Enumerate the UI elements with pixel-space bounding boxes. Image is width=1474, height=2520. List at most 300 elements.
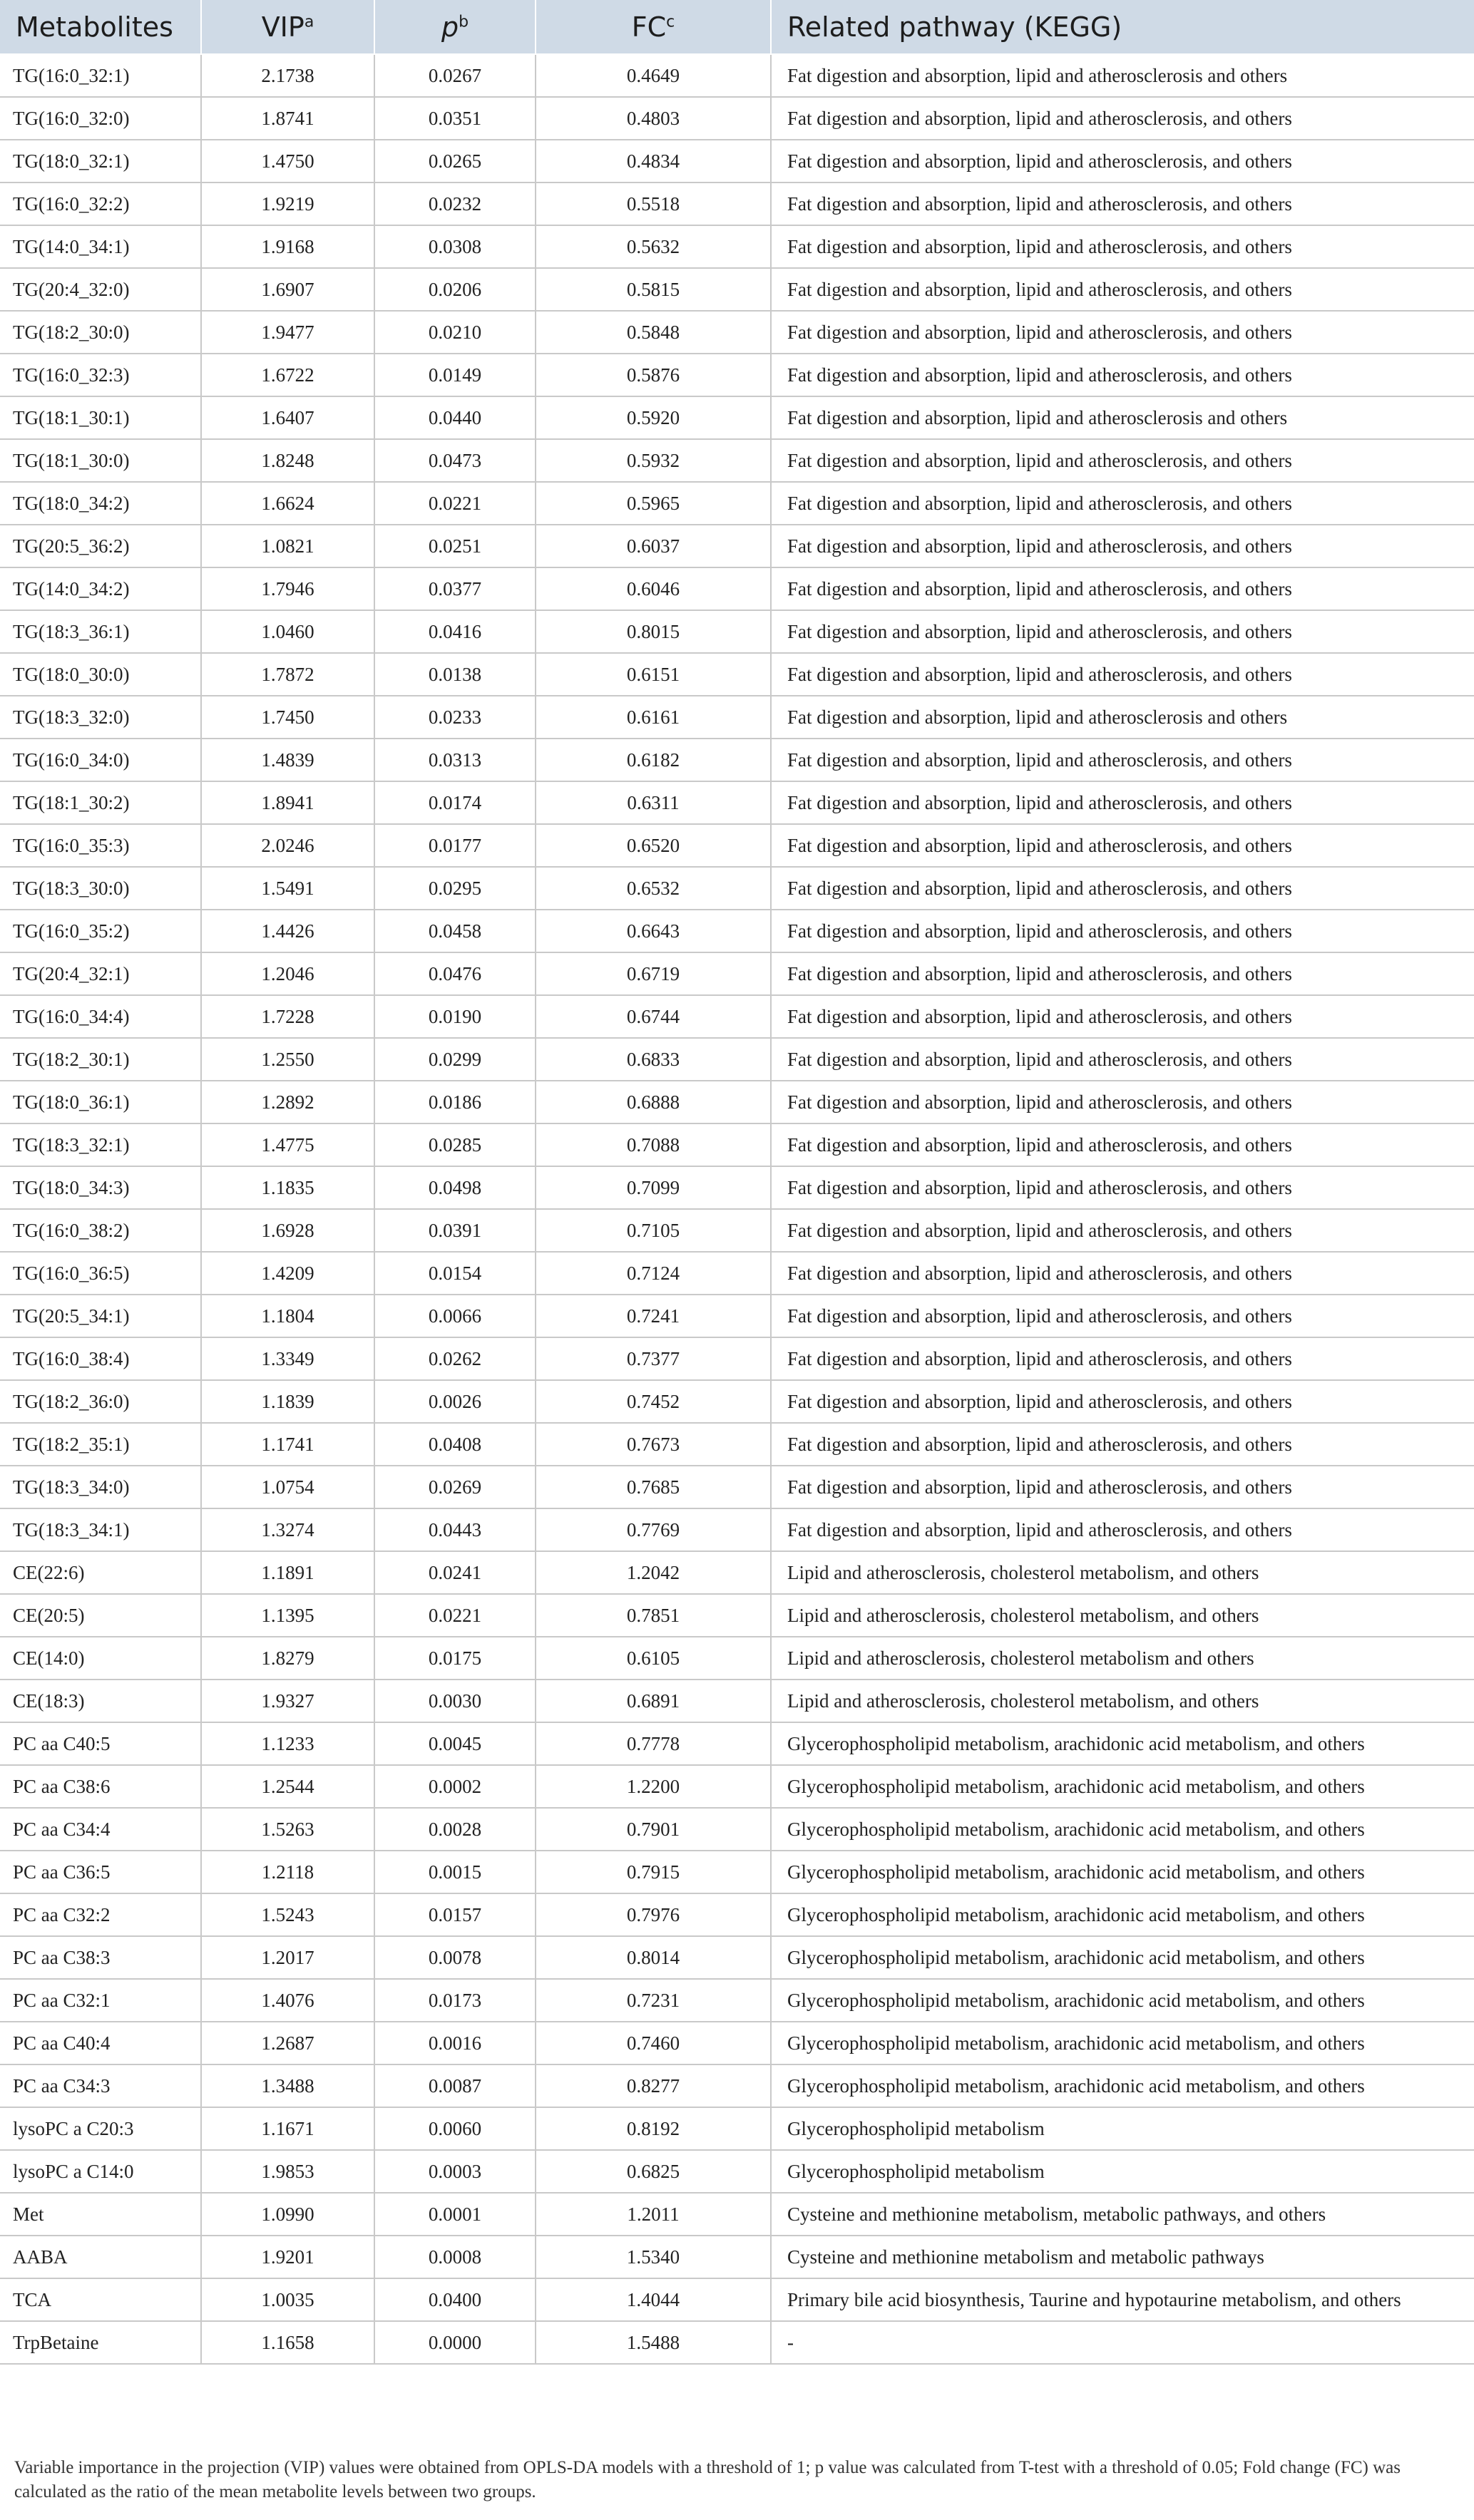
table-row bbox=[0, 1252, 1474, 1295]
cell-p-value: 0.0045 bbox=[374, 1722, 536, 1765]
table-row bbox=[0, 1551, 1474, 1594]
table-row bbox=[0, 824, 1474, 867]
table-row bbox=[0, 1979, 1474, 2022]
table-body bbox=[0, 54, 1474, 2364]
cell-vip: 1.7872 bbox=[201, 653, 374, 696]
table-row bbox=[0, 2064, 1474, 2107]
cell-p-value: 0.0473 bbox=[374, 439, 536, 482]
cell-fold-change: 0.6719 bbox=[536, 952, 771, 995]
cell-vip: 1.9853 bbox=[201, 2150, 374, 2193]
cell-p-value: 0.0003 bbox=[374, 2150, 536, 2193]
table-row bbox=[0, 1123, 1474, 1166]
cell-metabolite: PC aa C38:3 bbox=[0, 1936, 201, 1979]
table-header-row bbox=[0, 0, 1474, 54]
cell-p-value: 0.0000 bbox=[374, 2321, 536, 2364]
cell-metabolite: TG(18:3_34:0) bbox=[0, 1466, 201, 1508]
cell-pathway: Fat digestion and absorption, lipid and atherosclerosis, and others bbox=[771, 824, 1474, 867]
cell-p-value: 0.0002 bbox=[374, 1765, 536, 1808]
cell-p-value: 0.0138 bbox=[374, 653, 536, 696]
cell-vip: 1.2892 bbox=[201, 1081, 374, 1123]
cell-p-value: 0.0232 bbox=[374, 182, 536, 225]
cell-fold-change: 0.5932 bbox=[536, 439, 771, 482]
cell-p-value: 0.0173 bbox=[374, 1979, 536, 2022]
cell-pathway: Glycerophospholipid metabolism, arachidonic acid metabolism, and others bbox=[771, 2064, 1474, 2107]
table-row bbox=[0, 396, 1474, 439]
cell-fold-change: 0.4649 bbox=[536, 54, 771, 97]
cell-pathway: Fat digestion and absorption, lipid and atherosclerosis, and others bbox=[771, 482, 1474, 525]
cell-pathway: Fat digestion and absorption, lipid and atherosclerosis, and others bbox=[771, 1466, 1474, 1508]
cell-p-value: 0.0313 bbox=[374, 739, 536, 781]
cell-pathway: Lipid and atherosclerosis, cholesterol metabolism, and others bbox=[771, 1551, 1474, 1594]
cell-metabolite: TG(20:4_32:1) bbox=[0, 952, 201, 995]
table-row bbox=[0, 1380, 1474, 1423]
cell-p-value: 0.0186 bbox=[374, 1081, 536, 1123]
cell-p-value: 0.0443 bbox=[374, 1508, 536, 1551]
cell-fold-change: 0.7901 bbox=[536, 1808, 771, 1851]
cell-vip: 1.1658 bbox=[201, 2321, 374, 2364]
cell-metabolite: PC aa C40:4 bbox=[0, 2022, 201, 2064]
cell-p-value: 0.0221 bbox=[374, 482, 536, 525]
table-row bbox=[0, 696, 1474, 739]
cell-vip: 1.6722 bbox=[201, 354, 374, 396]
cell-vip: 1.8741 bbox=[201, 97, 374, 140]
cell-metabolite: PC aa C34:4 bbox=[0, 1808, 201, 1851]
table-row bbox=[0, 1851, 1474, 1893]
cell-fold-change: 0.7105 bbox=[536, 1209, 771, 1252]
cell-fold-change: 0.8277 bbox=[536, 2064, 771, 2107]
cell-metabolite: CE(20:5) bbox=[0, 1594, 201, 1637]
cell-metabolite: TCA bbox=[0, 2278, 201, 2321]
cell-fold-change: 1.4044 bbox=[536, 2278, 771, 2321]
cell-vip: 1.0035 bbox=[201, 2278, 374, 2321]
cell-vip: 1.2550 bbox=[201, 1038, 374, 1081]
cell-p-value: 0.0269 bbox=[374, 1466, 536, 1508]
cell-p-value: 0.0400 bbox=[374, 2278, 536, 2321]
cell-fold-change: 0.7976 bbox=[536, 1893, 771, 1936]
header-metabolites-label: Metabolites bbox=[16, 11, 173, 43]
cell-fold-change: 0.6888 bbox=[536, 1081, 771, 1123]
table-row bbox=[0, 653, 1474, 696]
cell-metabolite: AABA bbox=[0, 2236, 201, 2278]
cell-fold-change: 0.8015 bbox=[536, 610, 771, 653]
cell-vip: 1.9477 bbox=[201, 311, 374, 354]
cell-fold-change: 1.2042 bbox=[536, 1551, 771, 1594]
cell-fold-change: 0.6744 bbox=[536, 995, 771, 1038]
cell-vip: 1.6928 bbox=[201, 1209, 374, 1252]
cell-pathway: Fat digestion and absorption, lipid and atherosclerosis, and others bbox=[771, 1166, 1474, 1209]
table-row bbox=[0, 439, 1474, 482]
cell-p-value: 0.0174 bbox=[374, 781, 536, 824]
cell-metabolite: CE(22:6) bbox=[0, 1551, 201, 1594]
cell-metabolite: TG(16:0_38:4) bbox=[0, 1337, 201, 1380]
cell-metabolite: Met bbox=[0, 2193, 201, 2236]
cell-fold-change: 0.6151 bbox=[536, 653, 771, 696]
cell-pathway: Fat digestion and absorption, lipid and atherosclerosis, and others bbox=[771, 1038, 1474, 1081]
cell-pathway: Glycerophospholipid metabolism bbox=[771, 2150, 1474, 2193]
cell-p-value: 0.0391 bbox=[374, 1209, 536, 1252]
cell-pathway: Fat digestion and absorption, lipid and atherosclerosis, and others bbox=[771, 1380, 1474, 1423]
cell-vip: 1.0754 bbox=[201, 1466, 374, 1508]
cell-metabolite: TG(14:0_34:2) bbox=[0, 567, 201, 610]
cell-fold-change: 0.5876 bbox=[536, 354, 771, 396]
cell-metabolite: TG(16:0_35:2) bbox=[0, 910, 201, 952]
cell-metabolite: TG(16:0_32:3) bbox=[0, 354, 201, 396]
table-row bbox=[0, 1765, 1474, 1808]
cell-vip: 1.3488 bbox=[201, 2064, 374, 2107]
cell-vip: 1.2046 bbox=[201, 952, 374, 995]
cell-fold-change: 0.7778 bbox=[536, 1722, 771, 1765]
cell-metabolite: TG(18:1_30:1) bbox=[0, 396, 201, 439]
cell-vip: 1.1395 bbox=[201, 1594, 374, 1637]
cell-p-value: 0.0285 bbox=[374, 1123, 536, 1166]
cell-metabolite: TG(18:2_36:0) bbox=[0, 1380, 201, 1423]
cell-metabolite: TG(16:0_32:1) bbox=[0, 54, 201, 97]
cell-metabolite: PC aa C40:5 bbox=[0, 1722, 201, 1765]
cell-metabolite: TG(16:0_32:0) bbox=[0, 97, 201, 140]
cell-pathway: Primary bile acid biosynthesis, Taurine and hypotaurine metabolism, and others bbox=[771, 2278, 1474, 2321]
cell-vip: 1.0990 bbox=[201, 2193, 374, 2236]
cell-fold-change: 0.6891 bbox=[536, 1680, 771, 1722]
cell-fold-change: 0.7452 bbox=[536, 1380, 771, 1423]
table-row bbox=[0, 1423, 1474, 1466]
cell-pathway: Fat digestion and absorption, lipid and atherosclerosis, and others bbox=[771, 1252, 1474, 1295]
cell-pathway: Fat digestion and absorption, lipid and atherosclerosis, and others bbox=[771, 910, 1474, 952]
cell-vip: 1.4839 bbox=[201, 739, 374, 781]
cell-pathway: Fat digestion and absorption, lipid and atherosclerosis, and others bbox=[771, 653, 1474, 696]
cell-pathway: Glycerophospholipid metabolism, arachidonic acid metabolism, and others bbox=[771, 1808, 1474, 1851]
cell-metabolite: TG(18:2_30:1) bbox=[0, 1038, 201, 1081]
cell-fold-change: 0.6161 bbox=[536, 696, 771, 739]
cell-p-value: 0.0078 bbox=[374, 1936, 536, 1979]
cell-metabolite: TG(18:3_32:0) bbox=[0, 696, 201, 739]
table-row bbox=[0, 1209, 1474, 1252]
cell-pathway: Fat digestion and absorption, lipid and atherosclerosis and others bbox=[771, 54, 1474, 97]
cell-fold-change: 0.6532 bbox=[536, 867, 771, 910]
cell-vip: 1.9201 bbox=[201, 2236, 374, 2278]
cell-metabolite: TG(18:0_34:2) bbox=[0, 482, 201, 525]
cell-fold-change: 0.6182 bbox=[536, 739, 771, 781]
cell-fold-change: 0.5815 bbox=[536, 268, 771, 311]
cell-fold-change: 0.7124 bbox=[536, 1252, 771, 1295]
cell-pathway: Fat digestion and absorption, lipid and atherosclerosis, and others bbox=[771, 867, 1474, 910]
cell-pathway: Fat digestion and absorption, lipid and atherosclerosis, and others bbox=[771, 567, 1474, 610]
header-p bbox=[374, 0, 536, 54]
cell-fold-change: 0.7099 bbox=[536, 1166, 771, 1209]
cell-fold-change: 0.5632 bbox=[536, 225, 771, 268]
header-fc-label: FC bbox=[631, 11, 667, 43]
cell-fold-change: 0.6037 bbox=[536, 525, 771, 567]
table-row bbox=[0, 2107, 1474, 2150]
cell-fold-change: 0.4803 bbox=[536, 97, 771, 140]
table-row bbox=[0, 225, 1474, 268]
cell-fold-change: 1.5340 bbox=[536, 2236, 771, 2278]
table-row bbox=[0, 2278, 1474, 2321]
cell-metabolite: TG(18:0_36:1) bbox=[0, 1081, 201, 1123]
cell-fold-change: 0.5965 bbox=[536, 482, 771, 525]
cell-fold-change: 0.4834 bbox=[536, 140, 771, 182]
cell-vip: 1.1741 bbox=[201, 1423, 374, 1466]
cell-p-value: 0.0233 bbox=[374, 696, 536, 739]
cell-fold-change: 0.7088 bbox=[536, 1123, 771, 1166]
table-row bbox=[0, 1594, 1474, 1637]
cell-p-value: 0.0028 bbox=[374, 1808, 536, 1851]
cell-vip: 1.2017 bbox=[201, 1936, 374, 1979]
cell-fold-change: 0.8192 bbox=[536, 2107, 771, 2150]
table-row bbox=[0, 1295, 1474, 1337]
cell-vip: 1.6907 bbox=[201, 268, 374, 311]
table-row bbox=[0, 781, 1474, 824]
cell-pathway: Fat digestion and absorption, lipid and atherosclerosis, and others bbox=[771, 781, 1474, 824]
cell-metabolite: lysoPC a C20:3 bbox=[0, 2107, 201, 2150]
cell-pathway: Cysteine and methionine metabolism, metabolic pathways, and others bbox=[771, 2193, 1474, 2236]
cell-fold-change: 0.6311 bbox=[536, 781, 771, 824]
cell-p-value: 0.0210 bbox=[374, 311, 536, 354]
table-footnote: Variable importance in the projection (VIP) values were obtained from OPLS-DA models with a threshold of 1; p value was calculated from T-test with a threshold of 0.05; Fold change (FC) was calculated as the ratio of the mean metabolite levels between two groups. bbox=[14, 2458, 1401, 2501]
cell-p-value: 0.0060 bbox=[374, 2107, 536, 2150]
table-row bbox=[0, 1722, 1474, 1765]
table-row bbox=[0, 2022, 1474, 2064]
cell-vip: 1.9327 bbox=[201, 1680, 374, 1722]
header-vip-label: VIP bbox=[261, 11, 304, 43]
cell-vip: 1.9219 bbox=[201, 182, 374, 225]
cell-vip: 1.6624 bbox=[201, 482, 374, 525]
table-row bbox=[0, 354, 1474, 396]
table-row bbox=[0, 140, 1474, 182]
table-row bbox=[0, 1508, 1474, 1551]
cell-vip: 1.8941 bbox=[201, 781, 374, 824]
cell-p-value: 0.0241 bbox=[374, 1551, 536, 1594]
cell-metabolite: TG(16:0_32:2) bbox=[0, 182, 201, 225]
cell-pathway: Glycerophospholipid metabolism, arachidonic acid metabolism, and others bbox=[771, 1722, 1474, 1765]
header-vip bbox=[201, 0, 374, 54]
cell-metabolite: TG(18:0_30:0) bbox=[0, 653, 201, 696]
cell-pathway: Fat digestion and absorption, lipid and atherosclerosis, and others bbox=[771, 354, 1474, 396]
cell-fold-change: 0.6046 bbox=[536, 567, 771, 610]
cell-pathway: Lipid and atherosclerosis, cholesterol metabolism, and others bbox=[771, 1594, 1474, 1637]
cell-p-value: 0.0416 bbox=[374, 610, 536, 653]
cell-vip: 1.7946 bbox=[201, 567, 374, 610]
cell-fold-change: 0.6643 bbox=[536, 910, 771, 952]
header-pathway bbox=[771, 0, 1474, 54]
cell-vip: 1.2544 bbox=[201, 1765, 374, 1808]
cell-vip: 1.1839 bbox=[201, 1380, 374, 1423]
table-row bbox=[0, 952, 1474, 995]
cell-vip: 1.1891 bbox=[201, 1551, 374, 1594]
cell-pathway: Fat digestion and absorption, lipid and atherosclerosis and others bbox=[771, 696, 1474, 739]
cell-fold-change: 0.7851 bbox=[536, 1594, 771, 1637]
cell-metabolite: TG(18:2_30:0) bbox=[0, 311, 201, 354]
table-row bbox=[0, 2321, 1474, 2364]
cell-metabolite: TG(16:0_38:2) bbox=[0, 1209, 201, 1252]
cell-metabolite: PC aa C32:1 bbox=[0, 1979, 201, 2022]
cell-pathway: Fat digestion and absorption, lipid and atherosclerosis, and others bbox=[771, 1337, 1474, 1380]
table-row bbox=[0, 1893, 1474, 1936]
cell-metabolite: TG(18:3_34:1) bbox=[0, 1508, 201, 1551]
cell-p-value: 0.0295 bbox=[374, 867, 536, 910]
cell-vip: 1.4076 bbox=[201, 1979, 374, 2022]
cell-pathway: Lipid and atherosclerosis, cholesterol metabolism, and others bbox=[771, 1680, 1474, 1722]
cell-vip: 1.0460 bbox=[201, 610, 374, 653]
cell-p-value: 0.0308 bbox=[374, 225, 536, 268]
cell-vip: 1.8248 bbox=[201, 439, 374, 482]
table-row bbox=[0, 2236, 1474, 2278]
cell-pathway: Fat digestion and absorption, lipid and atherosclerosis and others bbox=[771, 396, 1474, 439]
cell-pathway: Fat digestion and absorption, lipid and atherosclerosis, and others bbox=[771, 97, 1474, 140]
cell-vip: 1.4750 bbox=[201, 140, 374, 182]
table-row bbox=[0, 2193, 1474, 2236]
cell-fold-change: 0.5848 bbox=[536, 311, 771, 354]
table-row bbox=[0, 182, 1474, 225]
cell-p-value: 0.0157 bbox=[374, 1893, 536, 1936]
cell-metabolite: TG(18:3_36:1) bbox=[0, 610, 201, 653]
cell-vip: 1.2118 bbox=[201, 1851, 374, 1893]
cell-metabolite: PC aa C34:3 bbox=[0, 2064, 201, 2107]
header-fc bbox=[536, 0, 771, 54]
table-row bbox=[0, 739, 1474, 781]
table-row bbox=[0, 97, 1474, 140]
cell-p-value: 0.0458 bbox=[374, 910, 536, 952]
cell-p-value: 0.0154 bbox=[374, 1252, 536, 1295]
cell-metabolite: PC aa C36:5 bbox=[0, 1851, 201, 1893]
cell-p-value: 0.0265 bbox=[374, 140, 536, 182]
cell-fold-change: 1.2011 bbox=[536, 2193, 771, 2236]
cell-vip: 1.9168 bbox=[201, 225, 374, 268]
cell-vip: 1.8279 bbox=[201, 1637, 374, 1680]
cell-pathway: Glycerophospholipid metabolism bbox=[771, 2107, 1474, 2150]
cell-fold-change: 0.7915 bbox=[536, 1851, 771, 1893]
cell-vip: 1.1835 bbox=[201, 1166, 374, 1209]
cell-metabolite: TG(18:3_32:1) bbox=[0, 1123, 201, 1166]
cell-fold-change: 0.7460 bbox=[536, 2022, 771, 2064]
cell-metabolite: TG(20:4_32:0) bbox=[0, 268, 201, 311]
table-row bbox=[0, 1680, 1474, 1722]
cell-vip: 1.4209 bbox=[201, 1252, 374, 1295]
cell-p-value: 0.0015 bbox=[374, 1851, 536, 1893]
cell-p-value: 0.0177 bbox=[374, 824, 536, 867]
cell-p-value: 0.0351 bbox=[374, 97, 536, 140]
cell-fold-change: 0.7673 bbox=[536, 1423, 771, 1466]
cell-metabolite: TG(18:1_30:2) bbox=[0, 781, 201, 824]
table-row bbox=[0, 525, 1474, 567]
cell-metabolite: TG(16:0_36:5) bbox=[0, 1252, 201, 1295]
cell-fold-change: 0.6825 bbox=[536, 2150, 771, 2193]
cell-p-value: 0.0262 bbox=[374, 1337, 536, 1380]
cell-pathway: Glycerophospholipid metabolism, arachidonic acid metabolism, and others bbox=[771, 1851, 1474, 1893]
cell-pathway: Glycerophospholipid metabolism, arachidonic acid metabolism, and others bbox=[771, 1765, 1474, 1808]
cell-p-value: 0.0377 bbox=[374, 567, 536, 610]
table-row bbox=[0, 610, 1474, 653]
cell-pathway: Fat digestion and absorption, lipid and atherosclerosis, and others bbox=[771, 610, 1474, 653]
cell-fold-change: 0.7231 bbox=[536, 1979, 771, 2022]
table-row bbox=[0, 1466, 1474, 1508]
table-row bbox=[0, 54, 1474, 97]
cell-pathway: Fat digestion and absorption, lipid and atherosclerosis, and others bbox=[771, 182, 1474, 225]
cell-pathway: Fat digestion and absorption, lipid and atherosclerosis, and others bbox=[771, 140, 1474, 182]
cell-p-value: 0.0476 bbox=[374, 952, 536, 995]
table-row bbox=[0, 1808, 1474, 1851]
cell-metabolite: TG(18:0_34:3) bbox=[0, 1166, 201, 1209]
cell-fold-change: 0.7769 bbox=[536, 1508, 771, 1551]
cell-pathway: Fat digestion and absorption, lipid and atherosclerosis, and others bbox=[771, 525, 1474, 567]
table-row bbox=[0, 482, 1474, 525]
cell-pathway: Lipid and atherosclerosis, cholesterol metabolism and others bbox=[771, 1637, 1474, 1680]
cell-p-value: 0.0267 bbox=[374, 54, 536, 97]
cell-vip: 2.0246 bbox=[201, 824, 374, 867]
cell-vip: 1.0821 bbox=[201, 525, 374, 567]
cell-p-value: 0.0190 bbox=[374, 995, 536, 1038]
cell-metabolite: TG(20:5_34:1) bbox=[0, 1295, 201, 1337]
cell-metabolite: TG(18:3_30:0) bbox=[0, 867, 201, 910]
table-row bbox=[0, 1936, 1474, 1979]
cell-p-value: 0.0030 bbox=[374, 1680, 536, 1722]
cell-p-value: 0.0221 bbox=[374, 1594, 536, 1637]
cell-pathway: Fat digestion and absorption, lipid and atherosclerosis, and others bbox=[771, 1123, 1474, 1166]
cell-fold-change: 0.8014 bbox=[536, 1936, 771, 1979]
table-row bbox=[0, 311, 1474, 354]
table-row bbox=[0, 1337, 1474, 1380]
cell-fold-change: 0.6520 bbox=[536, 824, 771, 867]
cell-pathway: Fat digestion and absorption, lipid and atherosclerosis, and others bbox=[771, 952, 1474, 995]
cell-pathway: Glycerophospholipid metabolism, arachidonic acid metabolism, and others bbox=[771, 1979, 1474, 2022]
cell-vip: 1.4426 bbox=[201, 910, 374, 952]
table-row bbox=[0, 910, 1474, 952]
cell-p-value: 0.0149 bbox=[374, 354, 536, 396]
table-row bbox=[0, 567, 1474, 610]
cell-metabolite: CE(14:0) bbox=[0, 1637, 201, 1680]
header-vip-footnote-mark: a bbox=[304, 12, 314, 31]
cell-vip: 1.5243 bbox=[201, 1893, 374, 1936]
cell-pathway: Glycerophospholipid metabolism, arachidonic acid metabolism, and others bbox=[771, 2022, 1474, 2064]
cell-vip: 1.5491 bbox=[201, 867, 374, 910]
cell-metabolite: TG(20:5_36:2) bbox=[0, 525, 201, 567]
cell-fold-change: 0.6833 bbox=[536, 1038, 771, 1081]
cell-pathway: Fat digestion and absorption, lipid and atherosclerosis, and others bbox=[771, 995, 1474, 1038]
cell-p-value: 0.0026 bbox=[374, 1380, 536, 1423]
cell-pathway: Glycerophospholipid metabolism, arachidonic acid metabolism, and others bbox=[771, 1936, 1474, 1979]
cell-vip: 1.1804 bbox=[201, 1295, 374, 1337]
cell-p-value: 0.0066 bbox=[374, 1295, 536, 1337]
header-fc-footnote-mark: c bbox=[666, 12, 675, 31]
table-row bbox=[0, 1166, 1474, 1209]
cell-pathway: Fat digestion and absorption, lipid and atherosclerosis, and others bbox=[771, 225, 1474, 268]
cell-pathway: Fat digestion and absorption, lipid and atherosclerosis, and others bbox=[771, 268, 1474, 311]
cell-pathway: Fat digestion and absorption, lipid and atherosclerosis, and others bbox=[771, 739, 1474, 781]
cell-fold-change: 1.2200 bbox=[536, 1765, 771, 1808]
cell-vip: 1.1671 bbox=[201, 2107, 374, 2150]
table-row bbox=[0, 1637, 1474, 1680]
cell-p-value: 0.0175 bbox=[374, 1637, 536, 1680]
cell-pathway: Fat digestion and absorption, lipid and atherosclerosis, and others bbox=[771, 1423, 1474, 1466]
cell-fold-change: 0.7377 bbox=[536, 1337, 771, 1380]
cell-pathway: Glycerophospholipid metabolism, arachidonic acid metabolism, and others bbox=[771, 1893, 1474, 1936]
header-p-label: p bbox=[441, 11, 459, 43]
cell-metabolite: TG(16:0_35:3) bbox=[0, 824, 201, 867]
cell-fold-change: 1.5488 bbox=[536, 2321, 771, 2364]
cell-pathway: Fat digestion and absorption, lipid and atherosclerosis, and others bbox=[771, 1209, 1474, 1252]
table-row bbox=[0, 1038, 1474, 1081]
cell-metabolite: PC aa C38:6 bbox=[0, 1765, 201, 1808]
cell-p-value: 0.0440 bbox=[374, 396, 536, 439]
cell-pathway: Fat digestion and absorption, lipid and atherosclerosis, and others bbox=[771, 439, 1474, 482]
cell-fold-change: 0.7241 bbox=[536, 1295, 771, 1337]
cell-pathway: Cysteine and methionine metabolism and metabolic pathways bbox=[771, 2236, 1474, 2278]
cell-p-value: 0.0008 bbox=[374, 2236, 536, 2278]
cell-p-value: 0.0087 bbox=[374, 2064, 536, 2107]
cell-metabolite: TG(16:0_34:0) bbox=[0, 739, 201, 781]
table-row bbox=[0, 1081, 1474, 1123]
cell-p-value: 0.0408 bbox=[374, 1423, 536, 1466]
table-row bbox=[0, 995, 1474, 1038]
